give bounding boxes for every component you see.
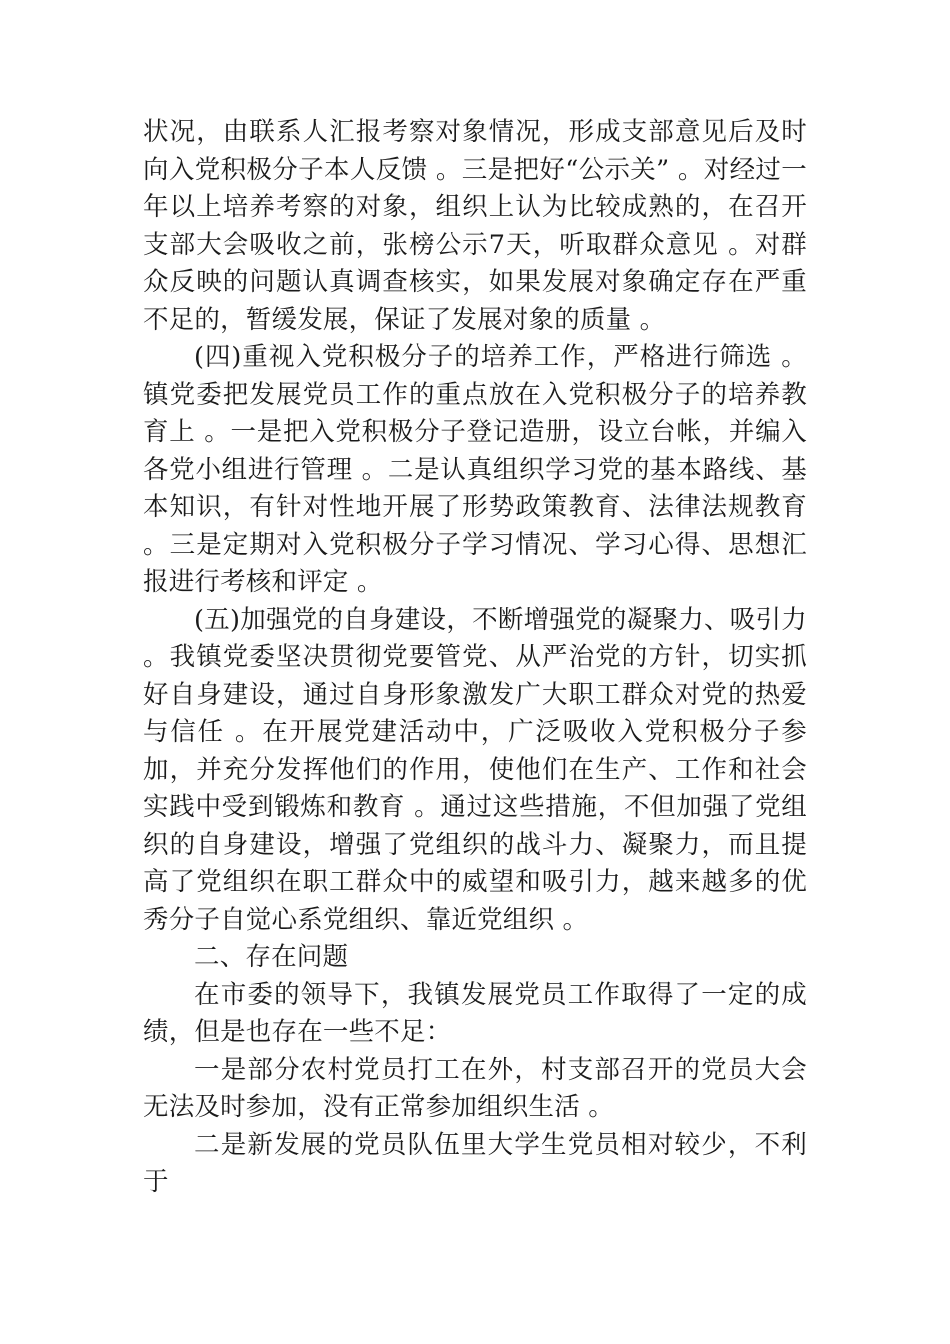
paragraph-section-four: (四)重视入党积极分子的培养工作，严格进行筛选 。镇党委把发展党员工作的重点放在入党积极分子的培养教育上 。一是把入党积极分子登记造册，设立台帐，并编入各党小组进行管理 。二是认真组织学习党的基本路线、基本知识，有针对性地开展了形势政策教育、法律法规教育 。三是定期对入党积极分子学习情况、学习心得、思想汇报进行考核和评定 。 [143,342,807,597]
paragraph-problem-one: 一是部分农村党员打工在外，村支部召开的党员大会无法及时参加，没有正常参加组织生活 。 [143,1054,807,1122]
paragraph-section-five: (五)加强党的自身建设，不断增强党的凝聚力、吸引力 。我镇党委坚决贯彻党要管党、从严治党的方针，切实抓好自身建设，通过自身形象激发广大职工群众对党的热爱与信任 。在开展党建活动中，广泛吸收入党积极分子参加，并充分发挥他们的作用，使他们在生产、工作和社会实践中受到锻炼和教育 。通过这些措施，不但加强了党组织的自身建设，增强了党组织的战斗力、凝聚力，而且提高了党组织在职工群众中的威望和吸引力，越来越多的优秀分子自觉心系党组织、靠近党组织 。 [143,604,807,935]
paragraph-review-process: 状况，由联系人汇报考察对象情况，形成支部意见后及时向入党积极分子本人反馈 。三是把好“公示关” 。对经过一年以上培养考察的对象，组织上认为比较成熟的，在召开支部大会吸收之前，张榜公示7天，听取群众意见 。对群众反映的问题认真调查核实，如果发展对象确定存在严重不足的，暂缓发展，保证了发展对象的质量 。 [143,117,807,335]
section-heading-problems: 二、存在问题 [194,942,349,972]
document-body [143,114,807,1202]
paragraph-problems-intro: 在市委的领导下，我镇发展党员工作取得了一定的成绩，但是也存在一些不足： [143,979,807,1047]
paragraph-problem-two: 二是新发展的党员队伍里大学生党员相对较少，不利于 [143,1129,807,1197]
